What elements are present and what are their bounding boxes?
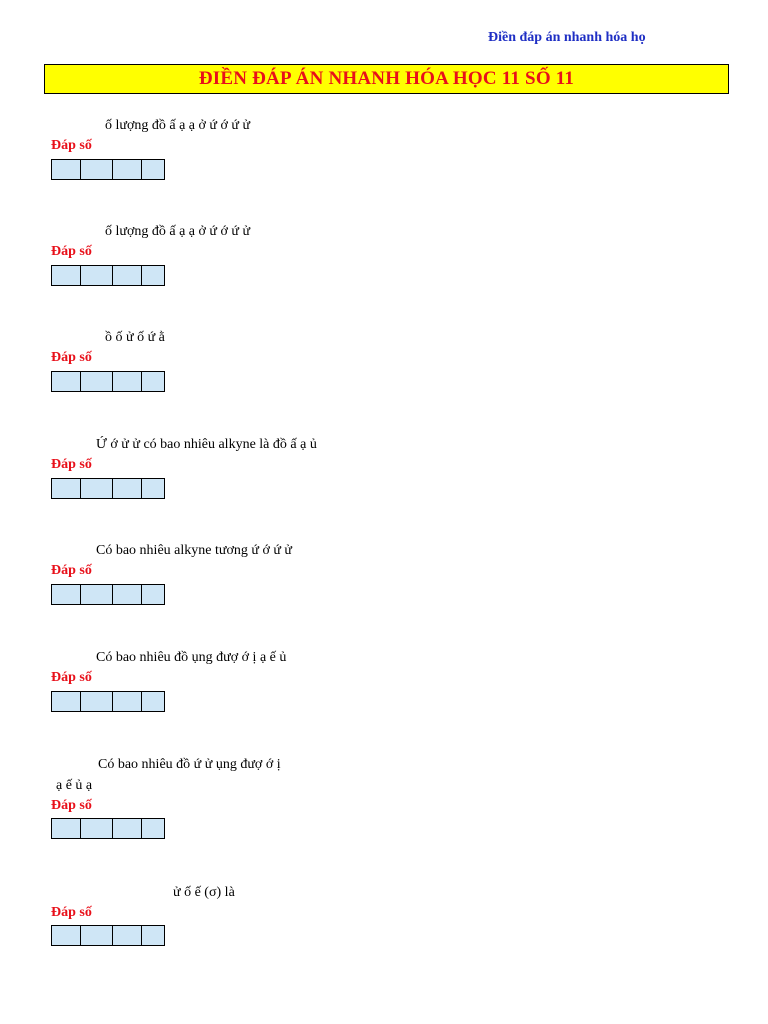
question-4: [0, 437, 768, 517]
answer-cell[interactable]: [113, 819, 142, 838]
answer-cell[interactable]: [52, 160, 81, 179]
answer-cell[interactable]: [81, 372, 113, 391]
answer-cell[interactable]: [113, 926, 142, 945]
answer-cell[interactable]: [142, 692, 164, 711]
question-text: Có bao nhiêu đồ ụng đượ ớ ị ạ ế ủ: [96, 650, 287, 665]
question-2: [0, 224, 768, 304]
answer-cell[interactable]: [113, 585, 142, 604]
answer-cell[interactable]: [52, 479, 81, 498]
question-8: [0, 885, 768, 965]
question-5: [0, 543, 768, 623]
question-text: ố lượng đồ ấ ạ ạ ở ứ ớ ứ ử: [105, 118, 251, 133]
question-text: Có bao nhiêu alkyne tương ứ ớ ứ ử: [96, 543, 293, 558]
answer-label: Đáp số: [51, 350, 92, 365]
answer-grid: [51, 265, 165, 286]
answer-cell[interactable]: [113, 692, 142, 711]
answer-cell[interactable]: [113, 479, 142, 498]
page-title: ĐIỀN ĐÁP ÁN NHANH HÓA HỌC 11 SỐ 11: [198, 68, 575, 89]
question-6: [0, 650, 768, 730]
question-text: Có bao nhiêu đồ ứ ử ụng đượ ớ ị: [98, 757, 281, 772]
title-banner: [44, 64, 729, 94]
answer-cell[interactable]: [142, 160, 164, 179]
answer-grid: [51, 478, 165, 499]
answer-grid: [51, 584, 165, 605]
answer-cell[interactable]: [81, 266, 113, 285]
answer-cell[interactable]: [52, 585, 81, 604]
answer-cell[interactable]: [81, 585, 113, 604]
answer-cell[interactable]: [113, 160, 142, 179]
answer-cell[interactable]: [142, 585, 164, 604]
question-1: [0, 118, 768, 198]
answer-grid: [51, 159, 165, 180]
answer-cell[interactable]: [113, 266, 142, 285]
answer-grid: [51, 371, 165, 392]
answer-cell[interactable]: [142, 266, 164, 285]
answer-cell[interactable]: [52, 692, 81, 711]
answer-cell[interactable]: [142, 479, 164, 498]
header-corner-link: Điền đáp án nhanh hóa họ: [488, 30, 646, 45]
answer-cell[interactable]: [52, 372, 81, 391]
question-text-line-2: ạ ế ủ ạ: [56, 778, 93, 793]
answer-cell[interactable]: [81, 479, 113, 498]
answer-grid: [51, 818, 165, 839]
answer-cell[interactable]: [142, 819, 164, 838]
answer-cell[interactable]: [52, 819, 81, 838]
answer-label: Đáp số: [51, 670, 92, 685]
question-7: [0, 757, 768, 847]
answer-label: Đáp số: [51, 457, 92, 472]
question-text: Ứ ớ ử ử có bao nhiêu alkyne là đồ ấ ạ ủ: [96, 437, 317, 452]
answer-cell[interactable]: [81, 819, 113, 838]
answer-grid: [51, 691, 165, 712]
answer-label: Đáp số: [51, 798, 92, 813]
answer-cell[interactable]: [81, 160, 113, 179]
question-3: [0, 330, 768, 410]
answer-cell[interactable]: [81, 692, 113, 711]
answer-label: Đáp số: [51, 244, 92, 259]
answer-cell[interactable]: [142, 926, 164, 945]
question-text: ử ố ế (σ) là: [173, 885, 235, 900]
answer-cell[interactable]: [52, 926, 81, 945]
answer-label: Đáp số: [51, 905, 92, 920]
answer-grid: [51, 925, 165, 946]
answer-cell[interactable]: [113, 372, 142, 391]
answer-cell[interactable]: [52, 266, 81, 285]
answer-cell[interactable]: [142, 372, 164, 391]
question-text: ố lượng đồ ấ ạ ạ ở ứ ớ ứ ử: [105, 224, 251, 239]
answer-cell[interactable]: [81, 926, 113, 945]
answer-label: Đáp số: [51, 138, 92, 153]
question-text: ồ ố ử ố ứ ằ: [105, 330, 165, 345]
answer-label: Đáp số: [51, 563, 92, 578]
